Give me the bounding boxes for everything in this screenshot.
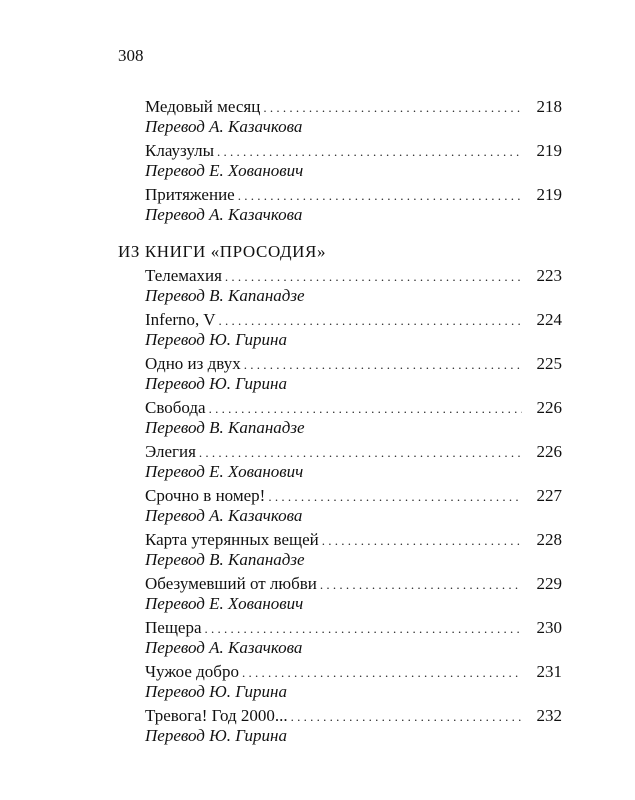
toc-entry-page: 223 bbox=[536, 266, 562, 285]
toc-entry bbox=[0, 486, 635, 530]
toc-entry-translator: Перевод Е. Хованович bbox=[145, 462, 304, 481]
toc-entry-page: 225 bbox=[536, 354, 562, 373]
toc-entry-page: 226 bbox=[536, 398, 562, 417]
toc-entry bbox=[0, 141, 635, 185]
toc-entry-translator: Перевод А. Казачкова bbox=[145, 117, 303, 136]
toc-entry bbox=[0, 310, 635, 354]
toc-entry-line bbox=[145, 662, 562, 683]
toc-entry-title: Карта утерянных вещей bbox=[145, 530, 319, 549]
toc-entry-line bbox=[145, 618, 562, 639]
toc-entry bbox=[0, 442, 635, 486]
toc-entry-title: Притяжение bbox=[145, 185, 235, 204]
toc-entry-page: 230 bbox=[536, 618, 562, 637]
dot-leader bbox=[268, 487, 522, 507]
toc-entry-title: Чужое добро bbox=[145, 662, 239, 681]
toc-entry-line bbox=[145, 141, 562, 162]
toc-group-1 bbox=[0, 97, 635, 229]
dot-leader bbox=[322, 531, 522, 551]
toc-entry-page: 227 bbox=[536, 486, 562, 505]
dot-leader bbox=[217, 142, 522, 162]
toc-entry bbox=[0, 185, 635, 229]
toc-entry bbox=[0, 618, 635, 662]
dot-leader bbox=[291, 707, 522, 727]
toc-entry bbox=[0, 354, 635, 398]
toc-entry-translator: Перевод Ю. Гирина bbox=[145, 682, 287, 701]
toc-entry bbox=[0, 706, 635, 750]
toc-entry-translator: Перевод А. Казачкова bbox=[145, 506, 303, 525]
toc-entry-translator: Перевод В. Капанадзе bbox=[145, 286, 305, 305]
dot-leader bbox=[238, 186, 522, 206]
section-heading: ИЗ КНИГИ «ПРОСОДИЯ» bbox=[118, 242, 327, 261]
toc-entry-page: 224 bbox=[536, 310, 562, 329]
toc-entry-title: Inferno, V bbox=[145, 310, 216, 329]
toc-entry-line bbox=[145, 266, 562, 287]
toc-entry-translator: Перевод Ю. Гирина bbox=[145, 726, 287, 745]
toc-entry-title: Срочно в номер! bbox=[145, 486, 266, 505]
toc-entry-title: Обезумевший от любви bbox=[145, 574, 317, 593]
dot-leader bbox=[209, 399, 522, 419]
dot-leader bbox=[244, 355, 522, 375]
toc-entry-translator: Перевод Е. Хованович bbox=[145, 594, 304, 613]
toc-entry-page: 228 bbox=[536, 530, 562, 549]
toc-entry-translator: Перевод Е. Хованович bbox=[145, 161, 304, 180]
toc-entry-title: Тревога! Год 2000... bbox=[145, 706, 288, 725]
toc-entry-line bbox=[145, 486, 562, 507]
toc-entry-line bbox=[145, 185, 562, 206]
toc-entry-line bbox=[145, 398, 562, 419]
toc-entry bbox=[0, 266, 635, 310]
toc-entry-title: Клаузулы bbox=[145, 141, 215, 160]
toc-entry-line bbox=[145, 310, 562, 331]
toc-entry-translator: Перевод А. Казачкова bbox=[145, 638, 303, 657]
toc-entry-title: Пещера bbox=[145, 618, 202, 637]
dot-leader bbox=[205, 619, 522, 639]
toc-entry-line bbox=[145, 354, 562, 375]
toc-entry-page: 231 bbox=[536, 662, 562, 681]
toc-entry-translator: Перевод Ю. Гирина bbox=[145, 374, 287, 393]
toc-entry bbox=[0, 530, 635, 574]
toc-entry bbox=[0, 662, 635, 706]
toc-entry-translator: Перевод А. Казачкова bbox=[145, 205, 303, 224]
dot-leader bbox=[199, 443, 522, 463]
page-number: 308 bbox=[118, 46, 144, 65]
dot-leader bbox=[225, 267, 522, 287]
toc-entry bbox=[0, 97, 635, 141]
toc-entry-page: 218 bbox=[536, 97, 562, 116]
toc-entry-line bbox=[145, 574, 562, 595]
toc-entry-title: Телемахия bbox=[145, 266, 222, 285]
toc-entry-page: 226 bbox=[536, 442, 562, 461]
toc-entry-translator: Перевод Ю. Гирина bbox=[145, 330, 287, 349]
toc-entry-page: 229 bbox=[536, 574, 562, 593]
toc-group-2 bbox=[0, 266, 635, 750]
toc-entry bbox=[0, 574, 635, 618]
toc-entry bbox=[0, 398, 635, 442]
dot-leader bbox=[219, 311, 523, 331]
toc-entry-page: 232 bbox=[536, 706, 562, 725]
toc-entry-translator: Перевод В. Капанадзе bbox=[145, 550, 305, 569]
toc-entry-title: Свобода bbox=[145, 398, 206, 417]
dot-leader bbox=[263, 98, 522, 118]
toc-entry-title: Медовый месяц bbox=[145, 97, 261, 116]
toc-entry-title: Элегия bbox=[145, 442, 196, 461]
toc-entry-line bbox=[145, 706, 562, 727]
toc-entry-page: 219 bbox=[536, 185, 562, 204]
toc-entry-line bbox=[145, 97, 562, 118]
dot-leader bbox=[242, 663, 522, 683]
toc-entry-line bbox=[145, 442, 562, 463]
toc-entry-line bbox=[145, 530, 562, 551]
toc-entry-title: Одно из двух bbox=[145, 354, 241, 373]
toc-entry-translator: Перевод В. Капанадзе bbox=[145, 418, 305, 437]
toc-entry-page: 219 bbox=[536, 141, 562, 160]
dot-leader bbox=[320, 575, 522, 595]
